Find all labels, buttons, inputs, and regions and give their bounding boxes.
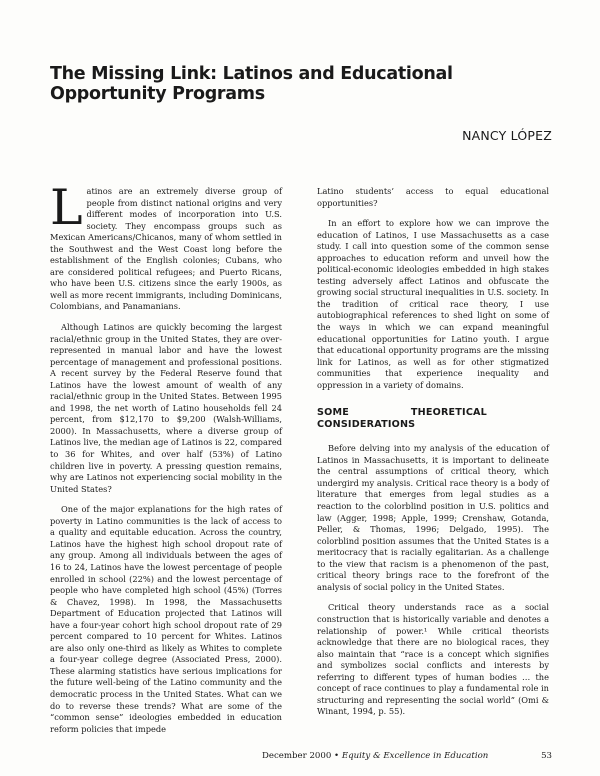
section-heading: SOME THEORETICAL CONSIDERATIONS xyxy=(317,407,487,431)
page-footer xyxy=(0,751,600,763)
right-column xyxy=(317,186,549,727)
footer-date: December 2000 xyxy=(262,751,332,761)
footer-citation xyxy=(262,751,488,761)
continued-paragraph: Latino students’ access to equal educational opportunities? xyxy=(317,186,549,208)
intro-text: atinos are an extremely diverse group of people from distinct national origins and very different modes of incorporation into U.S. society. They encompass groups such as Mexican Americans/Chicanos, many of whom settled in the Southwest and the West Coast long before the establishment of the English colonies; Cubans, who are considered political refugees; and Puerto Ricans, who have been U.S. citizens since the early 1900s, as well as more recent immigrants, including Dominicans, Colombians, and Panamanians. xyxy=(50,186,282,312)
intro-paragraph xyxy=(50,179,282,313)
left-column xyxy=(50,179,282,744)
body-paragraph: One of the major explanations for the high rates of poverty in Latino communities is the lack of access to a quality and equitable education. Across the country, Latinos have the highest high school dropout rate of any group. Among all individuals between the ages of 16 to 24, Latinos have the lowest percentage of people enrolled in school (22%) and the lowest percentage of people who have completed high school (45%) (Torres & Chavez, 1998). In 1998, the Massachusetts Department of Education projected that Latinos will have a four-year cohort high school dropout rate of 29 percent compared to 10 percent for Whites. Latinos are also only one-third as likely as Whites to complete a four-year college degree (Associated Press, 2000). These alarming statistics have serious implications for the future well-being of the Latino community and the democratic process in the United States. What can we do to reverse these trends? What are some of the “common sense” ideologies embedded in education reform policies that impede xyxy=(50,504,282,734)
page-number: 53 xyxy=(541,751,552,761)
body-paragraph: Critical theory understands race as a social construction that is historically variable and denotes a relationship of power.¹ While critical theorists acknowledge that there are no biological races, they also maintain that “race is a concept which signifies and symbolizes social conflicts and interests by referring to different types of human bodies … the concept of race continues to play a fundamental role in structuring and representing the social world” (Omi & Winant, 1994, p. 55). xyxy=(317,602,549,717)
body-paragraph: Although Latinos are quickly becoming the largest racial/ethnic group in the United States, they are over-represented in manual labor and have the lowest percentage of management and professional positions. A recent survey by the Federal Reserve found that Latinos have the lowest amount of wealth of any racial/ethnic group in the United States. Between 1995 and 1998, the net worth of Latino households fell 24 percent, from $12,170 to $9,200 (Walsh-Williams, 2000). In Massachusetts, where a diverse group of Latinos live, the median age of Latinos is 22, compared to 36 for Whites, and over half (53%) of Latino children live in poverty. A pressing question remains, why are Latinos not experiencing social mobility in the United States? xyxy=(50,322,282,494)
body-paragraph: Before delving into my analysis of the education of Latinos in Massachusetts, it is important to delineate the central assumptions of critical theory, which undergird my analysis. Critical race theory is a body of literature that emerges from legal studies as a reaction to the colorblind position in U.S. politics and law (Agger, 1998; Apple, 1999; Crenshaw, Gotanda, Peller, & Thomas, 1996; Delgado, 1995). The colorblind position assumes that the United States is a meritocracy that is racially egalitarian. As a challenge to the view that racism is a phenomenon of the past, critical theory brings race to the forefront of the analysis of social policy in the United States. xyxy=(317,443,549,592)
article-title: The Missing Link: Latinos and Educational Opportunity Programs xyxy=(50,64,453,104)
footer-bullet: • xyxy=(331,751,342,761)
body-paragraph: In an effort to explore how we can improve the education of Latinos, I use Massachusetts as a case study. I call into question some of the common sense approaches to education reform and unveil how the political-economic ideologies embedded in high stakes testing adversely affect Latinos and obfuscate the growing social structural inequalities in U.S. society. In the tradition of critical race theory, I use autobiographical references to shed light on some of the ways in which we can expand meaningful educational opportunities for Latino youth. I argue that educational opportunity programs are the missing link for Latinos, as well as for other stigmatized communities that experience inequality and oppression in a variety of domains. xyxy=(317,218,549,390)
drop-cap: L xyxy=(50,179,83,236)
author-name: NANCY LÓPEZ xyxy=(462,128,552,143)
footer-journal: Equity & Excellence in Education xyxy=(341,751,489,761)
